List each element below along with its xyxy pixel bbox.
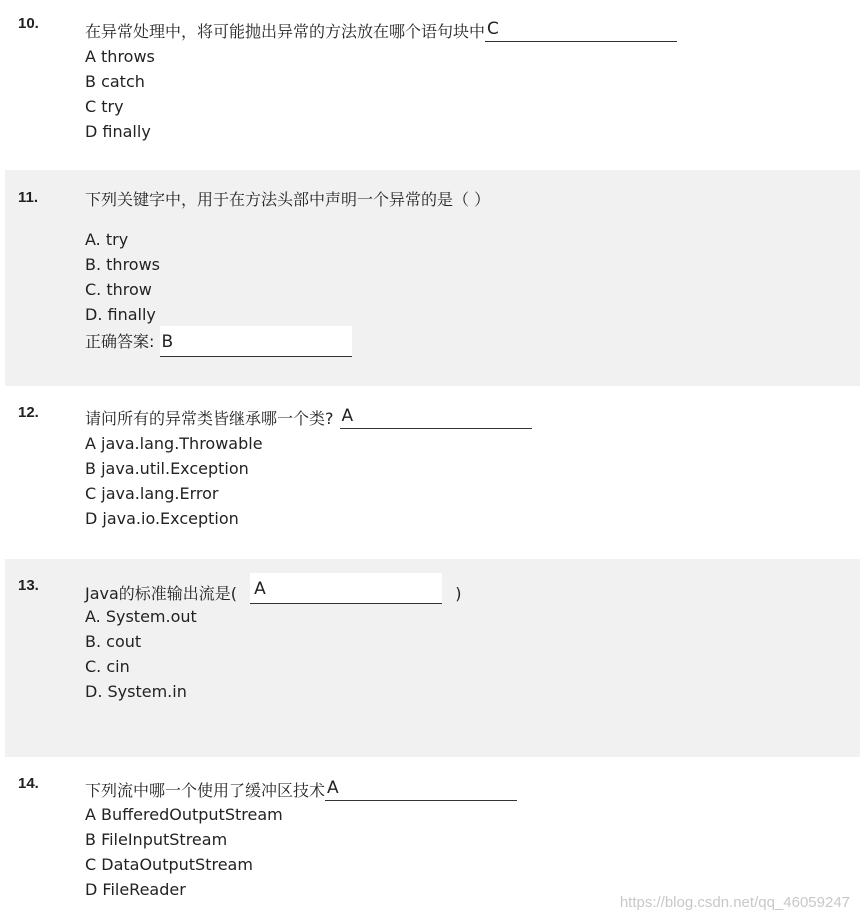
option-c: C. cin xyxy=(85,657,130,676)
question-stem xyxy=(85,773,517,801)
answer-input[interactable]: C xyxy=(485,14,677,42)
question-number: 14. xyxy=(18,775,39,792)
option-a: A. System.out xyxy=(85,607,197,626)
option-b: B catch xyxy=(85,72,145,91)
answer-input[interactable]: A xyxy=(250,573,442,604)
question-stem xyxy=(85,14,677,42)
option-d: D java.io.Exception xyxy=(85,509,239,528)
answer-label: 正确答案: xyxy=(85,332,155,351)
option-d: D. finally xyxy=(85,305,156,324)
question-stem: 下列关键字中，用于在方法头部中声明一个异常的是（ ） xyxy=(85,190,491,209)
question-block-13 xyxy=(5,559,860,757)
option-c: C java.lang.Error xyxy=(85,484,219,503)
option-b: B FileInputStream xyxy=(85,830,228,849)
answer-row xyxy=(85,326,352,357)
question-stem-text: Java的标准输出流是( xyxy=(85,584,238,603)
option-d: D. System.in xyxy=(85,682,187,701)
option-c: C DataOutputStream xyxy=(85,855,253,874)
question-number: 13. xyxy=(18,577,39,594)
option-b: B. throws xyxy=(85,255,160,274)
option-a: A. try xyxy=(85,230,129,249)
option-a: A throws xyxy=(85,47,155,66)
question-stem-text: 在异常处理中，将可能抛出异常的方法放在哪个语句块中 xyxy=(85,22,486,41)
question-stem xyxy=(85,573,461,604)
question-number: 10. xyxy=(18,15,39,32)
option-a: A BufferedOutputStream xyxy=(85,805,283,824)
question-stem-text: 下列流中哪一个使用了缓冲区技术 xyxy=(85,781,326,800)
option-d: D finally xyxy=(85,122,151,141)
option-d: D FileReader xyxy=(85,880,186,899)
question-number: 11. xyxy=(18,189,39,206)
question-stem-text: 请问所有的异常类皆继承哪一个类? xyxy=(85,409,334,428)
answer-input[interactable]: A xyxy=(325,773,517,801)
option-c: C. throw xyxy=(85,280,152,299)
question-block-10 xyxy=(5,0,860,170)
option-a: A java.lang.Throwable xyxy=(85,434,263,453)
question-block-12 xyxy=(5,386,860,559)
question-stem-suffix: ) xyxy=(455,584,462,603)
option-b: B. cout xyxy=(85,632,142,651)
question-block-11 xyxy=(5,170,860,386)
question-stem xyxy=(85,401,532,429)
watermark: https://blog.csdn.net/qq_46059247 xyxy=(619,894,850,911)
answer-input[interactable]: A xyxy=(340,401,532,429)
question-number: 12. xyxy=(18,404,39,421)
option-b: B java.util.Exception xyxy=(85,459,249,478)
answer-input[interactable]: B xyxy=(160,326,352,357)
option-c: C try xyxy=(85,97,124,116)
